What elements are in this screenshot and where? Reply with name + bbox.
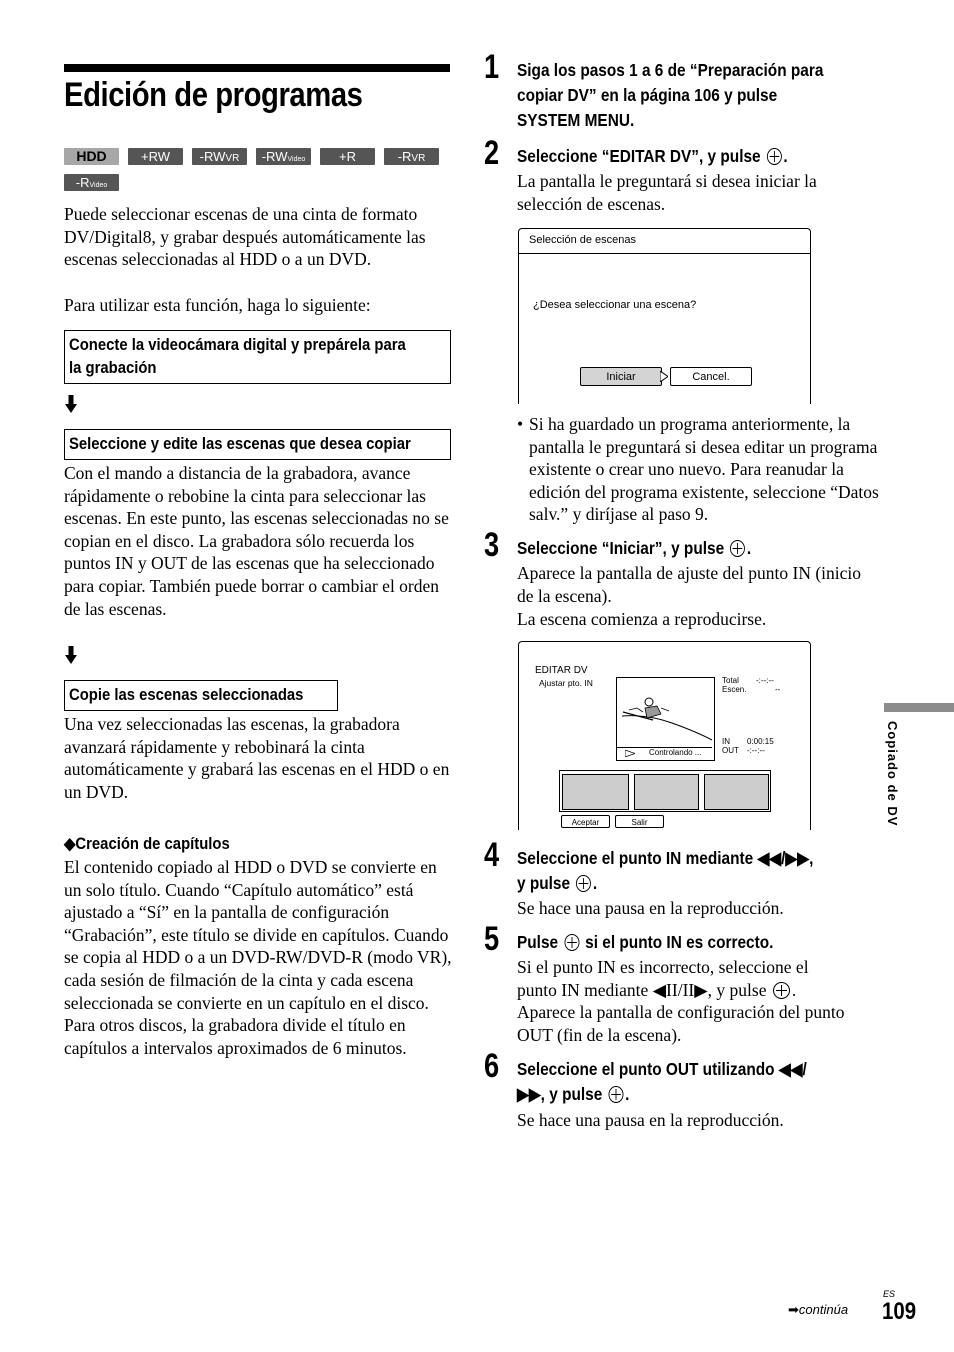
box-line: Copie las escenas seleccionadas [69, 686, 304, 704]
accept-button[interactable]: Aceptar [561, 815, 610, 828]
step-5-body-c: Aparece la pantalla de configuración del punto OUT (fin de la escena). [517, 1002, 845, 1045]
enter-button-icon [767, 148, 782, 165]
step-1-title [517, 58, 823, 133]
step-5-number: 5 [484, 920, 500, 958]
side-tab-label: Copiado de DV [885, 721, 900, 827]
in-label: IN [722, 737, 730, 746]
preview-window [616, 677, 715, 761]
badge-r-video: -RVideo [64, 174, 119, 191]
step-4-line: Seleccione el punto IN mediante ◀◀/▶▶, [517, 848, 814, 868]
screen-subtitle: Ajustar pto. IN [539, 678, 593, 688]
chapters-text: El contenido copiado al HDD o DVD se convierte en un solo título. Cuando “Capítulo automático” está ajustado a “Sí” en la pantalla de configuración “Grabación”, este título se divide en capítulos. Cuando se copia al HDD o a un DVD-RW/DVD-R (modo VR), cada sesión de filmación de la cinta y cada escena seleccionada se convierte en un capítulo en el disco. Para otros discos, la grabadora divide el título en capítulos a intervalos aproximados de 6 minutos. [64, 857, 452, 1058]
step-2-number: 2 [484, 134, 500, 172]
step-4-line-2-text: y pulse [517, 873, 571, 893]
scene-count-value: -- [775, 685, 781, 694]
badge-plus-rw: +RW [128, 148, 183, 165]
step-3-body-2: La escena comienza a reproducirse. [517, 609, 767, 629]
scene-thumb[interactable] [634, 774, 699, 810]
dialog-divider [519, 253, 810, 254]
step-2-title-text: Seleccione “EDITAR DV”, y pulse [517, 146, 761, 166]
step-5-body-a: Si el punto IN es incorrecto, seleccione el [517, 957, 809, 977]
step-box-copy [64, 680, 338, 711]
step-3-body: Aparece la pantalla de ajuste del punto IN (inicio de la escena). [517, 563, 862, 606]
start-button[interactable]: Iniciar [580, 367, 662, 386]
enter-button-icon [608, 1086, 623, 1103]
cancel-button[interactable]: Cancel. [670, 367, 752, 386]
enter-button-icon [564, 934, 579, 951]
step-5-title-b: si el punto IN es correcto. [585, 932, 774, 952]
step-3-title: Seleccione “Iniciar”, y pulse . [517, 538, 752, 558]
step-3-number: 3 [484, 526, 500, 564]
step-6-line: Seleccione el punto OUT utilizando ◀◀/ [517, 1059, 807, 1079]
out-value: -:--:-- [747, 746, 765, 755]
step-box-select [64, 429, 451, 460]
play-icon [625, 750, 635, 757]
step-5-title [517, 930, 773, 955]
scene-thumb[interactable] [704, 774, 769, 810]
step-4-number: 4 [484, 836, 500, 874]
step-4-line-2: y pulse . [517, 873, 598, 893]
total-label: Total [722, 676, 739, 685]
scene-thumb[interactable] [562, 774, 629, 810]
down-arrow-icon [65, 395, 77, 413]
badge-rw-video: -RWVideo [256, 148, 311, 165]
continues-text: continúa [798, 1302, 849, 1317]
side-tab-bar [884, 703, 954, 712]
step-2-body: La pantalla le preguntará si desea iniciar la selección de escenas. [517, 171, 817, 214]
badge-hdd: HDD [64, 148, 119, 165]
page-title: Edición de programas [64, 76, 363, 114]
copy-text: Una vez seleccionadas las escenas, la grabadora avanzará rápidamente y rebobinará la cinta automáticamente y grabará las escenas en el HDD o en un DVD. [64, 714, 450, 802]
status-text: Controlando ... [649, 748, 702, 757]
step-5-body [517, 956, 867, 1046]
title-rule [64, 64, 450, 72]
out-label: OUT [722, 746, 739, 755]
enter-button-icon [576, 875, 591, 892]
step-1-number: 1 [484, 48, 500, 86]
step-1-line: Siga los pasos 1 a 6 de “Preparación para [517, 60, 824, 80]
step-4-title [517, 846, 813, 896]
enter-button-icon [730, 540, 745, 557]
para-text: Para utilizar esta función, haga lo siguiente: [64, 295, 371, 315]
step-6-line-2: ▶▶, y pulse . [517, 1084, 630, 1104]
scene-selection-dialog [518, 228, 811, 404]
down-arrow-icon [65, 646, 77, 664]
total-value: -:--:-- [756, 676, 774, 685]
step-4-body: Se hace una pausa en la reproducción. [517, 898, 784, 918]
continue-arrow-icon: ➡ [788, 1302, 799, 1317]
intro-text: Puede seleccionar escenas de una cinta de formato DV/Digital8, y grabar después automáticamente las escenas seleccionadas al HDD o a un DVD. [64, 204, 426, 270]
box-line: Conecte la videocámara digital y prepárela para [69, 336, 406, 354]
scene-count-label: Escen. [722, 685, 747, 694]
badge-rw-vr: -RWVR [192, 148, 247, 165]
language-code: ES [883, 1289, 896, 1299]
enter-button-icon [773, 982, 790, 999]
step-box-connect [64, 330, 451, 384]
select-text: Con el mando a distancia de la grabadora, avance rápidamente o rebobine la cinta para seleccionar las escenas. En este punto, las escenas seleccionadas no se copian en el disco. La grabadora sólo recuerda los puntos IN y OUT de las escenas que ha seleccionado para copiar. También puede borrar o cambiar el orden de las escenas. [64, 463, 449, 619]
step-3-title-text: Seleccione “Iniciar”, y pulse [517, 538, 725, 558]
screen-title: EDITAR DV [535, 665, 588, 676]
step-5-body-b: punto IN mediante ◀II/II▶, y pulse [517, 979, 767, 1000]
in-value: 0:00:15 [747, 737, 774, 746]
bullet-text: Si ha guardado un programa anteriormente, la pantalla le preguntará si desea editar un programa existente o crear uno nuevo. Para reanudar la edición del programa existente, seleccione “Datos salv.” y diríjase al paso 9. [529, 414, 879, 525]
chapters-heading: ◆Creación de capítulos [64, 835, 230, 853]
selection-pointer-icon [660, 371, 668, 382]
badge-r-vr: -RVR [384, 148, 439, 165]
step-5-body-b-line: punto IN mediante ◀II/II▶, y pulse . [517, 979, 797, 1000]
bullet-marker: • [517, 414, 524, 434]
step-6-line-2-text: ▶▶, y pulse [517, 1084, 603, 1104]
step-5-title-a: Pulse [517, 932, 559, 952]
step-6-number: 6 [484, 1047, 500, 1085]
editar-dv-screen [518, 641, 811, 830]
continues-note [788, 1302, 848, 1318]
badge-plus-r: +R [320, 148, 375, 165]
step-6-body: Se hace una pausa en la reproducción. [517, 1110, 784, 1130]
step-1-line: SYSTEM MENU. [517, 110, 635, 130]
scene-strip [559, 770, 771, 812]
dialog-title: Selección de escenas [529, 234, 637, 246]
step-1-line: copiar DV” en la página 106 y pulse [517, 85, 778, 105]
step-2-title: Seleccione “EDITAR DV”, y pulse . [517, 146, 788, 166]
page-number: 109 [882, 1298, 917, 1325]
box-line: la grabación [69, 359, 157, 377]
skier-image [617, 678, 714, 748]
step-6-title [517, 1057, 807, 1107]
dialog-question: ¿Desea seleccionar una escena? [533, 299, 697, 311]
box-line: Seleccione y edite las escenas que desea copiar [69, 435, 411, 453]
exit-button[interactable]: Salir [615, 815, 664, 828]
